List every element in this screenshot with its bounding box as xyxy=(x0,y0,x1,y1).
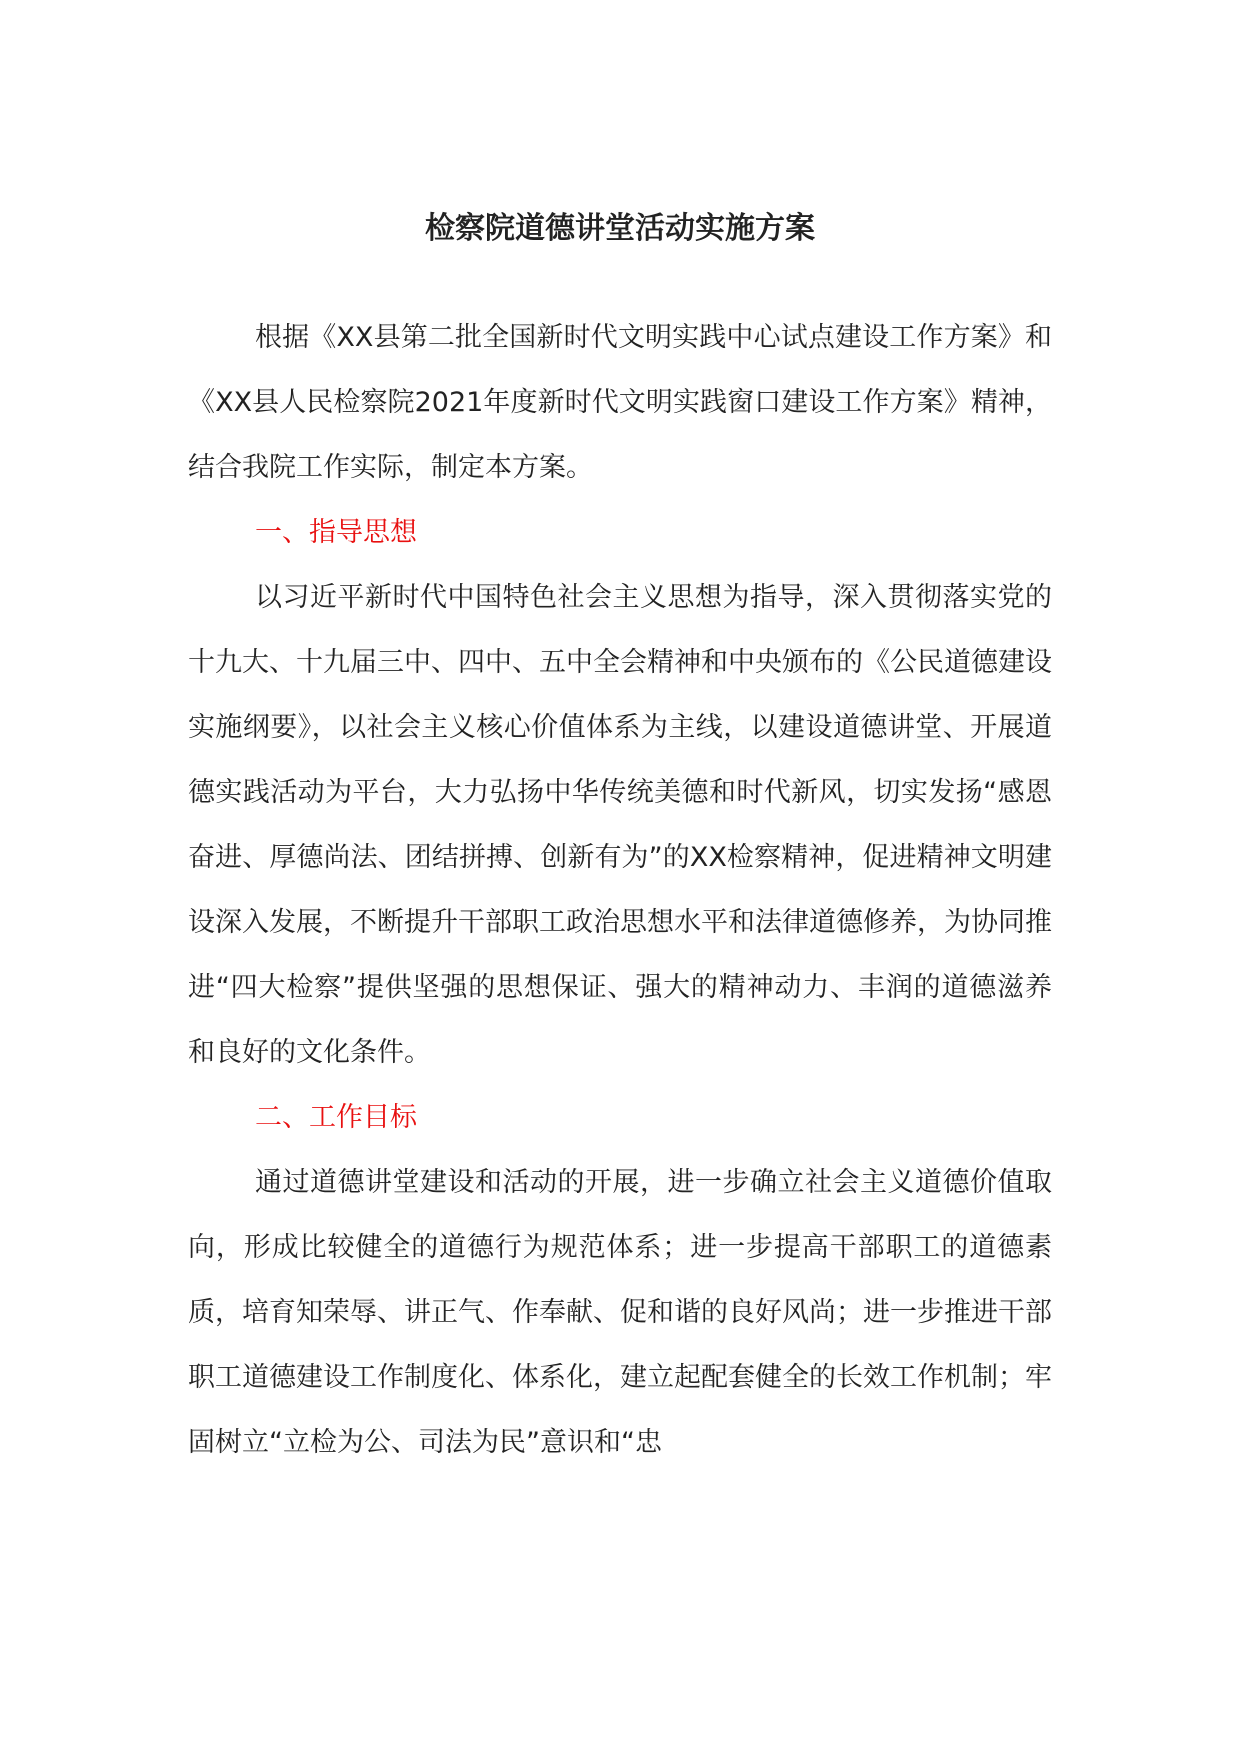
section-heading-guiding-ideology: 一、指导思想 xyxy=(255,517,417,548)
section-heading-work-goals: 二、工作目标 xyxy=(255,1102,417,1133)
document-page xyxy=(188,0,1052,1754)
document-body xyxy=(188,305,1052,1475)
section-paragraph-guiding-ideology: 以习近平新时代中国特色社会主义思想为指导，深入贯彻落实党的十九大、十九届三中、四中、五中全会精神和中央颁布的《公民道德建设实施纲要》，以社会主义核心价值体系为主线，以建设道德讲堂、开展道德实践活动为平台，大力弘扬中华传统美德和时代新风，切实发扬“感恩奋进、厚德尚法、团结拼搏、创新有为”的XX检察精神，促进精神文明建设深入发展，不断提升干部职工政治思想水平和法律道德修养，为协同推进“四大检察”提供坚强的思想保证、强大的精神动力、丰润的道德滋养和良好的文化条件。 xyxy=(188,582,1052,1068)
document-title: 检察院道德讲堂活动实施方案 xyxy=(425,211,815,246)
intro-paragraph: 根据《XX县第二批全国新时代文明实践中心试点建设工作方案》和《XX县人民检察院2021年度新时代文明实践窗口建设工作方案》精神，结合我院工作实际，制定本方案。 xyxy=(188,322,1052,483)
section-paragraph-work-goals: 通过道德讲堂建设和活动的开展，进一步确立社会主义道德价值取向，形成比较健全的道德行为规范体系；进一步提高干部职工的道德素质，培育知荣辱、讲正气、作奉献、促和谐的良好风尚；进一步推进干部职工道德建设工作制度化、体系化，建立起配套健全的长效工作机制；牢固树立“立检为公、司法为民”意识和“忠 xyxy=(188,1167,1052,1458)
